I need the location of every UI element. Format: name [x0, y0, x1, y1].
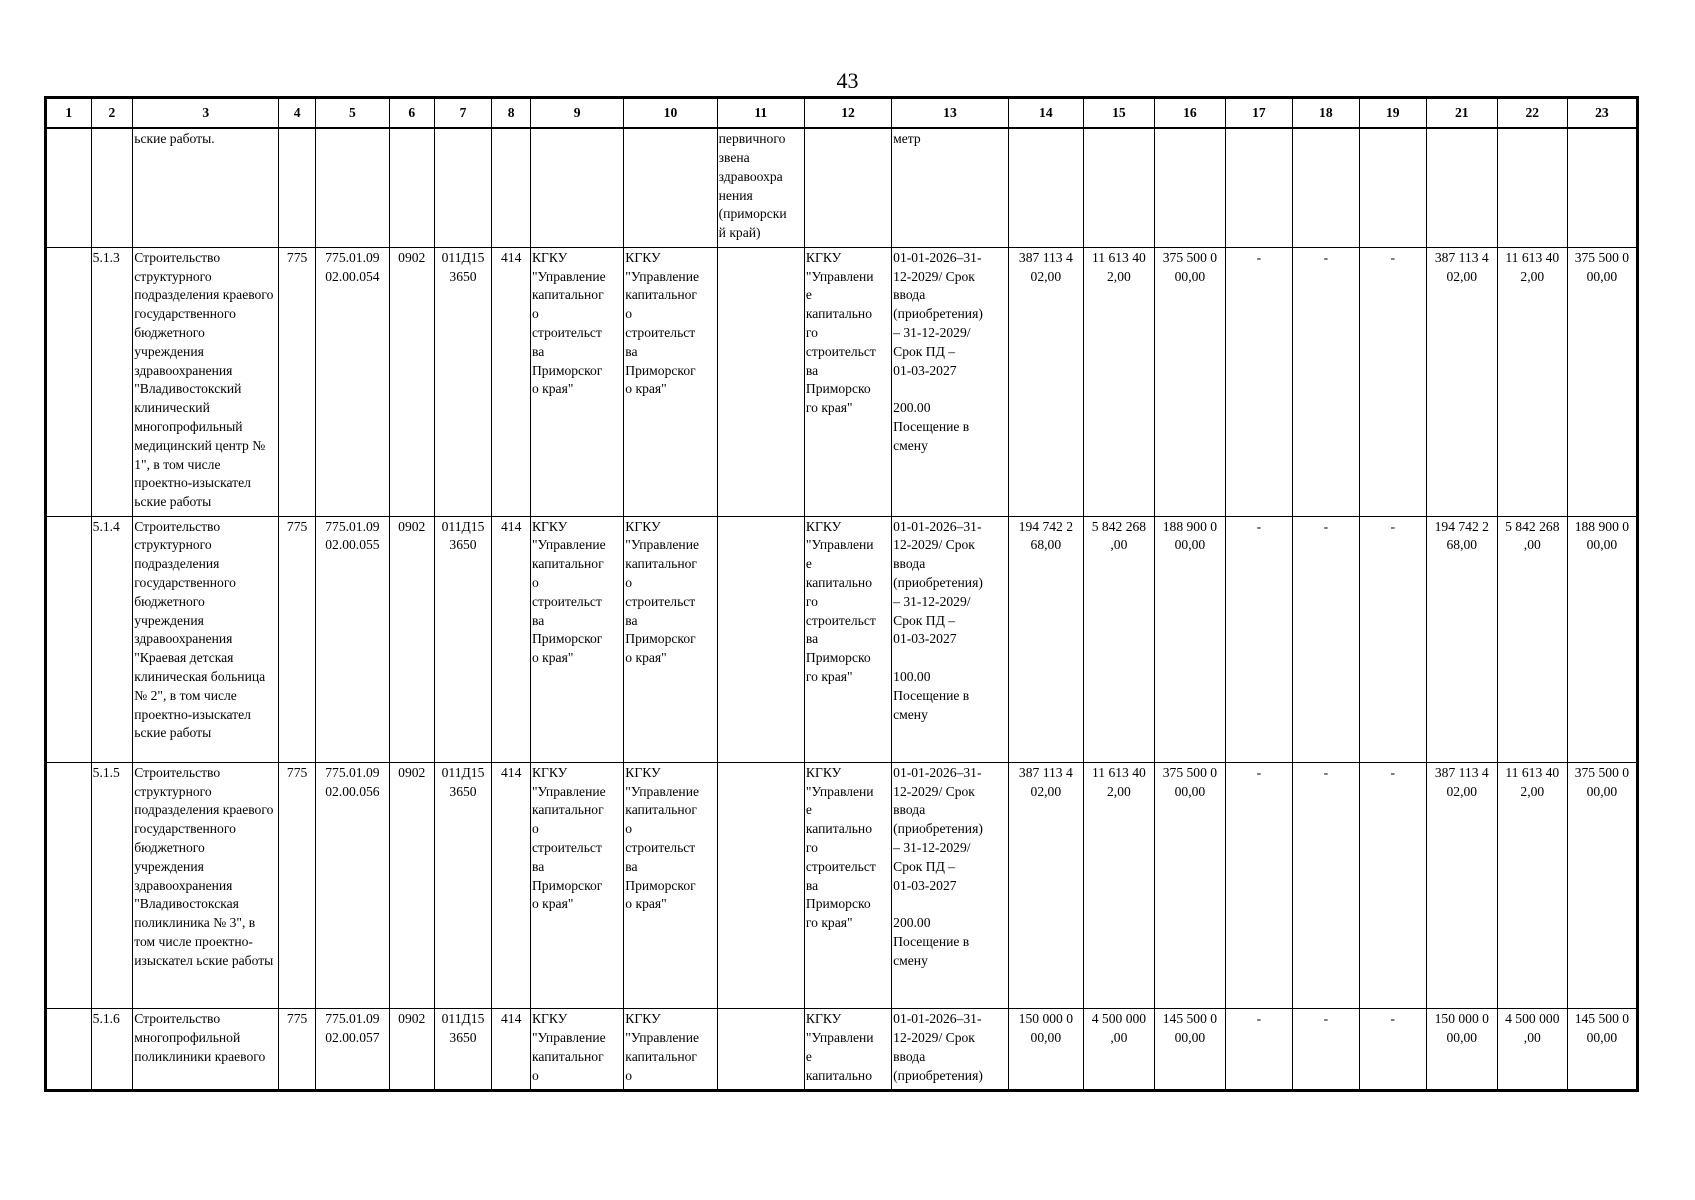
object-name-cell: ьские работы. [133, 128, 279, 247]
cell-col5: 775.01.09 02.00.057 [315, 1009, 389, 1091]
cell-col22: 5 842 268 ,00 [1497, 516, 1567, 762]
cell-col11 [717, 1009, 804, 1091]
cell-col11 [717, 516, 804, 762]
cell-col15: 4 500 000 ,00 [1083, 1009, 1154, 1091]
cell-col17: - [1225, 1009, 1292, 1091]
cell-col12: КГКУ "Управлени е капитально го строительст ва Приморско го края" [804, 762, 891, 1008]
cell-col19: - [1359, 762, 1426, 1008]
cell-col4: 775 [279, 1009, 316, 1091]
cell-col10: КГКУ "Управление капитальног о [624, 1009, 717, 1091]
row-number-cell: 5.1.6 [91, 1009, 133, 1091]
page-number: 43 [836, 68, 859, 93]
cell-col16: 375 500 0 00,00 [1154, 247, 1225, 516]
cell-col9: КГКУ "Управление капитальног о [530, 1009, 623, 1091]
cell-col12: КГКУ "Управлени е капитально го строительст ва Приморско го края" [804, 247, 891, 516]
header-row [46, 98, 1638, 129]
object-name-cell: Строительство структурного подразделения государственного бюджетного учреждения здравоохранения "Краевая детская клиническая больница № 2", в том числе проектно-изыскател ьские работы [133, 516, 279, 762]
cell-col7: 011Д15 3650 [434, 247, 492, 516]
cell-col11 [717, 762, 804, 1008]
cell-col6: 0902 [389, 762, 434, 1008]
column-header: 1 [46, 98, 92, 129]
row-number-cell: 5.1.3 [91, 247, 133, 516]
cell-col5: 775.01.09 02.00.056 [315, 762, 389, 1008]
cell-col21: 387 113 4 02,00 [1426, 762, 1497, 1008]
column-header: 16 [1154, 98, 1225, 129]
column-header: 2 [91, 98, 133, 129]
cell-col14: 194 742 2 68,00 [1008, 516, 1083, 762]
table-row-5-1-5 [46, 762, 1638, 1008]
cell-col16: 145 500 0 00,00 [1154, 1009, 1225, 1091]
column-header: 12 [804, 98, 891, 129]
cell-col22: 4 500 000 ,00 [1497, 1009, 1567, 1091]
cell-col18: - [1292, 1009, 1359, 1091]
cell-col4: 775 [279, 762, 316, 1008]
cell-col19: - [1359, 516, 1426, 762]
cell-col6: 0902 [389, 516, 434, 762]
column-header: 19 [1359, 98, 1426, 129]
cell-col15: 11 613 40 2,00 [1083, 762, 1154, 1008]
cell-col11 [717, 247, 804, 516]
cell-col23: 375 500 0 00,00 [1567, 247, 1637, 516]
cell-col10: КГКУ "Управление капитальног о строительст ва Приморског о края" [624, 247, 717, 516]
cell-col17: - [1225, 762, 1292, 1008]
cell-col21: 150 000 0 00,00 [1426, 1009, 1497, 1091]
column-header: 23 [1567, 98, 1637, 129]
cell-col5: 775.01.09 02.00.054 [315, 247, 389, 516]
cell-col13: 01-01-2026–31- 12-2029/ Срок ввода (приобретения) – 31-12-2029/ Срок ПД – 01-03-2027 200.00 Посещение в смену [892, 247, 1009, 516]
column-header: 18 [1292, 98, 1359, 129]
column-header: 10 [624, 98, 717, 129]
cell-col10: КГКУ "Управление капитальног о строительст ва Приморског о края" [624, 762, 717, 1008]
cell-col6: 0902 [389, 247, 434, 516]
cell-col18: - [1292, 247, 1359, 516]
cell-col13: 01-01-2026–31- 12-2029/ Срок ввода (приобретения) – 31-12-2029/ Срок ПД – 01-03-2027 200.00 Посещение в смену [892, 762, 1009, 1008]
column-header: 22 [1497, 98, 1567, 129]
cell-col8: 414 [492, 762, 531, 1008]
cell-col16: 375 500 0 00,00 [1154, 762, 1225, 1008]
cell-col21: 387 113 4 02,00 [1426, 247, 1497, 516]
cell-col10: КГКУ "Управление капитальног о строительст ва Приморског о края" [624, 516, 717, 762]
cell-col15: 5 842 268 ,00 [1083, 516, 1154, 762]
cell-col15: 11 613 40 2,00 [1083, 247, 1154, 516]
cell-col7: 011Д15 3650 [434, 1009, 492, 1091]
table-row-5-1-6 [46, 1009, 1638, 1091]
cell-col23: 188 900 0 00,00 [1567, 516, 1637, 762]
column-header: 17 [1225, 98, 1292, 129]
column-header: 11 [717, 98, 804, 129]
object-name-cell: Строительство структурного подразделения краевого государственного бюджетного учреждения здравоохранения "Владивостокская поликлиника № 3", в том числе проектно-изыскател ьские работы [133, 762, 279, 1008]
cell-col11: первичного звена здравоохра нения (приморски й край) [717, 128, 804, 247]
cell-col21: 194 742 2 68,00 [1426, 516, 1497, 762]
cell-col4: 775 [279, 516, 316, 762]
column-header: 6 [389, 98, 434, 129]
cell-col23: 375 500 0 00,00 [1567, 762, 1637, 1008]
column-header: 13 [892, 98, 1009, 129]
cell-col19: - [1359, 1009, 1426, 1091]
column-header: 4 [279, 98, 316, 129]
cell-col14: 387 113 4 02,00 [1008, 762, 1083, 1008]
table-row-5-1-3 [46, 247, 1638, 516]
column-header: 14 [1008, 98, 1083, 129]
column-header: 21 [1426, 98, 1497, 129]
program-table [44, 96, 1639, 1092]
cell-col12: КГКУ "Управлени е капитально го строительст ва Приморско го края" [804, 516, 891, 762]
cell-col18: - [1292, 516, 1359, 762]
column-header: 5 [315, 98, 389, 129]
table-row-carryover [46, 128, 1638, 247]
cell-col12: КГКУ "Управлени е капитально [804, 1009, 891, 1091]
cell-col8: 414 [492, 516, 531, 762]
cell-col5: 775.01.09 02.00.055 [315, 516, 389, 762]
cell-col17: - [1225, 247, 1292, 516]
row-number-cell: 5.1.4 [91, 516, 133, 762]
cell-col23: 145 500 0 00,00 [1567, 1009, 1637, 1091]
cell-col13: метр [892, 128, 1009, 247]
cell-col16: 188 900 0 00,00 [1154, 516, 1225, 762]
cell-col7: 011Д15 3650 [434, 516, 492, 762]
cell-col8: 414 [492, 247, 531, 516]
cell-col18: - [1292, 762, 1359, 1008]
object-name-cell: Строительство структурного подразделения краевого государственного бюджетного учреждения здравоохранения "Владивостокский клинический многопрофильный медицинский центр № 1", в том числе проектно-изыскател ьские работы [133, 247, 279, 516]
cell-col22: 11 613 40 2,00 [1497, 247, 1567, 516]
cell-col14: 150 000 0 00,00 [1008, 1009, 1083, 1091]
cell-col6: 0902 [389, 1009, 434, 1091]
cell-col17: - [1225, 516, 1292, 762]
cell-col13: 01-01-2026–31- 12-2029/ Срок ввода (приобретения) [892, 1009, 1009, 1091]
cell-col8: 414 [492, 1009, 531, 1091]
table-row-5-1-4 [46, 516, 1638, 762]
cell-col22: 11 613 40 2,00 [1497, 762, 1567, 1008]
object-name-cell: Строительство многопрофильной поликлиники краевого [133, 1009, 279, 1091]
cell-col13: 01-01-2026–31- 12-2029/ Срок ввода (приобретения) – 31-12-2029/ Срок ПД – 01-03-2027 100.00 Посещение в смену [892, 516, 1009, 762]
cell-col9: КГКУ "Управление капитальног о строительст ва Приморског о края" [530, 762, 623, 1008]
cell-col7: 011Д15 3650 [434, 762, 492, 1008]
column-header: 3 [133, 98, 279, 129]
column-header: 15 [1083, 98, 1154, 129]
cell-col4: 775 [279, 247, 316, 516]
column-header: 9 [530, 98, 623, 129]
column-header: 7 [434, 98, 492, 129]
cell-col9: КГКУ "Управление капитальног о строительст ва Приморског о края" [530, 516, 623, 762]
cell-col9: КГКУ "Управление капитальног о строительст ва Приморског о края" [530, 247, 623, 516]
row-number-cell: 5.1.5 [91, 762, 133, 1008]
column-header: 8 [492, 98, 531, 129]
cell-col14: 387 113 4 02,00 [1008, 247, 1083, 516]
cell-col19: - [1359, 247, 1426, 516]
